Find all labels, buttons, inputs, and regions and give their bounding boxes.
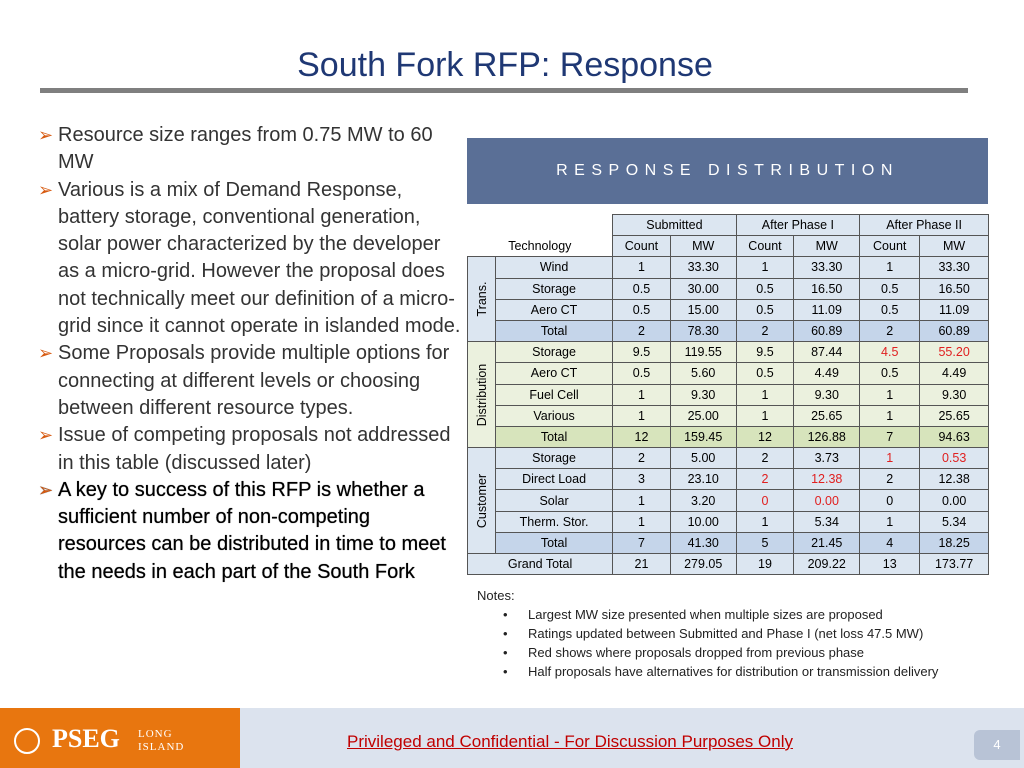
group-label-distribution: Distribution bbox=[468, 342, 496, 448]
cell: 0.5 bbox=[736, 363, 794, 384]
arrow-bullet-icon: ➢ bbox=[38, 425, 54, 446]
cell: 1 bbox=[860, 384, 920, 405]
header-mw: MW bbox=[670, 236, 736, 257]
cell-dropped: 2 bbox=[736, 469, 794, 490]
cell-technology: Therm. Stor. bbox=[496, 511, 613, 532]
header-count: Count bbox=[613, 236, 671, 257]
bullet-text: A key to success of this RFP is whether a sufficient number of non-competing resources can be distributed in time to meet the needs in each part of the South Fork bbox=[58, 478, 446, 583]
cell: 4 bbox=[860, 532, 920, 553]
cell-technology: Fuel Cell bbox=[496, 384, 613, 405]
title-divider bbox=[40, 88, 968, 93]
cell-dropped: 4.5 bbox=[860, 342, 920, 363]
table-row-total bbox=[468, 320, 989, 341]
cell: 1 bbox=[736, 405, 794, 426]
cell: 25.65 bbox=[920, 405, 989, 426]
cell: 5.34 bbox=[794, 511, 860, 532]
cell-technology: Storage bbox=[496, 448, 613, 469]
table-row bbox=[468, 448, 989, 469]
cell: 18.25 bbox=[920, 532, 989, 553]
cell: 3 bbox=[613, 469, 671, 490]
header-count: Count bbox=[736, 236, 794, 257]
cell: 21.45 bbox=[794, 532, 860, 553]
cell: 4.49 bbox=[794, 363, 860, 384]
cell: 11.09 bbox=[920, 299, 989, 320]
cell: 12 bbox=[736, 426, 794, 447]
cell: 7 bbox=[860, 426, 920, 447]
cell: 21 bbox=[613, 554, 671, 575]
header-count: Count bbox=[860, 236, 920, 257]
cell: 0.5 bbox=[736, 299, 794, 320]
cell-dropped: 0.00 bbox=[794, 490, 860, 511]
cell-technology: Direct Load bbox=[496, 469, 613, 490]
table-row bbox=[468, 363, 989, 384]
cell-dropped: 0.53 bbox=[920, 448, 989, 469]
cell: 1 bbox=[860, 405, 920, 426]
logo-subtitle: LONG ISLAND bbox=[138, 728, 185, 753]
note-item: • Half proposals have alternatives for distribution or transmission delivery bbox=[477, 662, 1008, 681]
cell: 78.30 bbox=[670, 320, 736, 341]
response-distribution-banner: RESPONSE DISTRIBUTION bbox=[467, 138, 988, 204]
cell: 12.38 bbox=[920, 469, 989, 490]
cell: 0.5 bbox=[613, 363, 671, 384]
table-row bbox=[468, 278, 989, 299]
cell: 41.30 bbox=[670, 532, 736, 553]
bullet-item bbox=[38, 340, 463, 422]
page-number: 4 bbox=[974, 730, 1020, 760]
cell: 10.00 bbox=[670, 511, 736, 532]
cell: 3.20 bbox=[670, 490, 736, 511]
cell: 9.30 bbox=[794, 384, 860, 405]
table-header-row bbox=[468, 215, 989, 236]
cell: 60.89 bbox=[920, 320, 989, 341]
cell: 1 bbox=[736, 257, 794, 278]
cell-technology: Storage bbox=[496, 278, 613, 299]
sun-logo-icon bbox=[14, 728, 40, 754]
note-item: • Largest MW size presented when multiple sizes are proposed bbox=[477, 605, 1008, 624]
note-item: • Ratings updated between Submitted and Phase I (net loss 47.5 MW) bbox=[477, 624, 1008, 643]
cell: 16.50 bbox=[794, 278, 860, 299]
cell: 30.00 bbox=[670, 278, 736, 299]
header-mw: MW bbox=[920, 236, 989, 257]
bullet-text: Various is a mix of Demand Response, battery storage, conventional generation, solar power characterized by the developer as a micro-grid. However the proposal does not technically meet our definition of a micro-grid since it cannot operate in islanded mode. bbox=[58, 178, 461, 338]
cell-technology: Solar bbox=[496, 490, 613, 511]
cell: 209.22 bbox=[794, 554, 860, 575]
cell-technology: Wind bbox=[496, 257, 613, 278]
arrow-bullet-icon: ➢ bbox=[38, 125, 54, 145]
group-label-customer: Customer bbox=[468, 448, 496, 554]
cell-dropped: 12.38 bbox=[794, 469, 860, 490]
table-row bbox=[468, 511, 989, 532]
cell: 33.30 bbox=[920, 257, 989, 278]
group-label-trans: Trans. bbox=[468, 257, 496, 342]
cell: 2 bbox=[613, 448, 671, 469]
cell: 16.50 bbox=[920, 278, 989, 299]
cell: 2 bbox=[860, 469, 920, 490]
arrow-bullet-icon: ➢ bbox=[38, 479, 54, 500]
cell-technology: Total bbox=[496, 320, 613, 341]
cell: 9.5 bbox=[613, 342, 671, 363]
header-technology: Technology bbox=[508, 239, 572, 254]
notes-list bbox=[477, 605, 1008, 681]
table-row bbox=[468, 490, 989, 511]
cell: 0.5 bbox=[860, 278, 920, 299]
cell: 1 bbox=[613, 257, 671, 278]
cell: 0.5 bbox=[860, 363, 920, 384]
bullet-text: Issue of competing proposals not addressed in this table (discussed later) bbox=[58, 424, 451, 474]
bullet-text: Resource size ranges from 0.75 MW to 60 MW bbox=[58, 124, 433, 174]
cell: 12 bbox=[613, 426, 671, 447]
bullet-text: Some Proposals provide multiple options for connecting at different levels or choosing between different resource types. bbox=[58, 342, 450, 419]
cell: 5.34 bbox=[920, 511, 989, 532]
slide-title: South Fork RFP: Response bbox=[297, 46, 713, 84]
cell: 0.5 bbox=[860, 299, 920, 320]
cell: 9.30 bbox=[920, 384, 989, 405]
table-row bbox=[468, 257, 989, 278]
cell-technology: Total bbox=[496, 532, 613, 553]
cell: 94.63 bbox=[920, 426, 989, 447]
cell: 60.89 bbox=[794, 320, 860, 341]
cell-dropped: 1 bbox=[860, 448, 920, 469]
cell-technology: Aero CT bbox=[496, 299, 613, 320]
cell: 1 bbox=[613, 384, 671, 405]
cell: 5 bbox=[736, 532, 794, 553]
table-row-grand-total bbox=[468, 554, 989, 575]
table-row bbox=[468, 384, 989, 405]
header-after-phase-1: After Phase I bbox=[736, 215, 860, 236]
cell: 25.65 bbox=[794, 405, 860, 426]
cell: 2 bbox=[860, 320, 920, 341]
logo-wordmark: PSEG bbox=[52, 724, 120, 753]
cell: 7 bbox=[613, 532, 671, 553]
cell: 9.30 bbox=[670, 384, 736, 405]
cell: 0.5 bbox=[736, 278, 794, 299]
cell: 1 bbox=[613, 490, 671, 511]
cell: 5.00 bbox=[670, 448, 736, 469]
cell: 1 bbox=[860, 511, 920, 532]
cell: 11.09 bbox=[794, 299, 860, 320]
table-row bbox=[468, 405, 989, 426]
cell: 25.00 bbox=[670, 405, 736, 426]
table-row bbox=[468, 342, 989, 363]
cell: 0.5 bbox=[613, 278, 671, 299]
cell: 23.10 bbox=[670, 469, 736, 490]
cell: 15.00 bbox=[670, 299, 736, 320]
table-row bbox=[468, 299, 989, 320]
note-item: • Red shows where proposals dropped from previous phase bbox=[477, 643, 1008, 662]
cell: 13 bbox=[860, 554, 920, 575]
cell: 0.00 bbox=[920, 490, 989, 511]
notes-label: Notes: bbox=[477, 588, 515, 603]
cell: 126.88 bbox=[794, 426, 860, 447]
cell: 1 bbox=[613, 511, 671, 532]
table-subheader-row bbox=[468, 236, 989, 257]
cell: 33.30 bbox=[670, 257, 736, 278]
arrow-bullet-icon: ➢ bbox=[38, 179, 54, 200]
cell: 1 bbox=[860, 257, 920, 278]
response-distribution-table bbox=[467, 214, 989, 575]
table-row bbox=[468, 469, 989, 490]
bullet-item bbox=[38, 422, 463, 477]
cell-technology: Aero CT bbox=[496, 363, 613, 384]
confidential-notice: Privileged and Confidential - For Discussion Purposes Only bbox=[347, 732, 793, 751]
cell: 5.60 bbox=[670, 363, 736, 384]
header-mw: MW bbox=[794, 236, 860, 257]
cell-technology: Various bbox=[496, 405, 613, 426]
cell: 279.05 bbox=[670, 554, 736, 575]
cell-technology: Grand Total bbox=[468, 554, 613, 575]
bullet-item bbox=[38, 122, 463, 177]
cell-dropped: 0 bbox=[736, 490, 794, 511]
table-row-total bbox=[468, 426, 989, 447]
notes-section bbox=[477, 586, 1008, 681]
header-submitted: Submitted bbox=[613, 215, 737, 236]
cell: 33.30 bbox=[794, 257, 860, 278]
cell: 173.77 bbox=[920, 554, 989, 575]
cell: 1 bbox=[736, 511, 794, 532]
cell: 87.44 bbox=[794, 342, 860, 363]
header-blank bbox=[468, 215, 613, 236]
cell: 2 bbox=[613, 320, 671, 341]
cell: 159.45 bbox=[670, 426, 736, 447]
cell: 0.5 bbox=[613, 299, 671, 320]
cell: 9.5 bbox=[736, 342, 794, 363]
table-row-total bbox=[468, 532, 989, 553]
cell: 4.49 bbox=[920, 363, 989, 384]
cell: 2 bbox=[736, 320, 794, 341]
bullet-item bbox=[38, 177, 463, 341]
cell: 3.73 bbox=[794, 448, 860, 469]
arrow-bullet-icon: ➢ bbox=[38, 343, 54, 364]
cell: 1 bbox=[613, 405, 671, 426]
cell: 1 bbox=[736, 384, 794, 405]
cell: 119.55 bbox=[670, 342, 736, 363]
cell: 19 bbox=[736, 554, 794, 575]
bullet-item-key bbox=[38, 477, 463, 586]
header-after-phase-2: After Phase II bbox=[860, 215, 989, 236]
cell-dropped: 55.20 bbox=[920, 342, 989, 363]
cell: 2 bbox=[736, 448, 794, 469]
cell-technology: Total bbox=[496, 426, 613, 447]
bullet-list bbox=[38, 122, 463, 586]
cell-technology: Storage bbox=[496, 342, 613, 363]
cell: 0 bbox=[860, 490, 920, 511]
